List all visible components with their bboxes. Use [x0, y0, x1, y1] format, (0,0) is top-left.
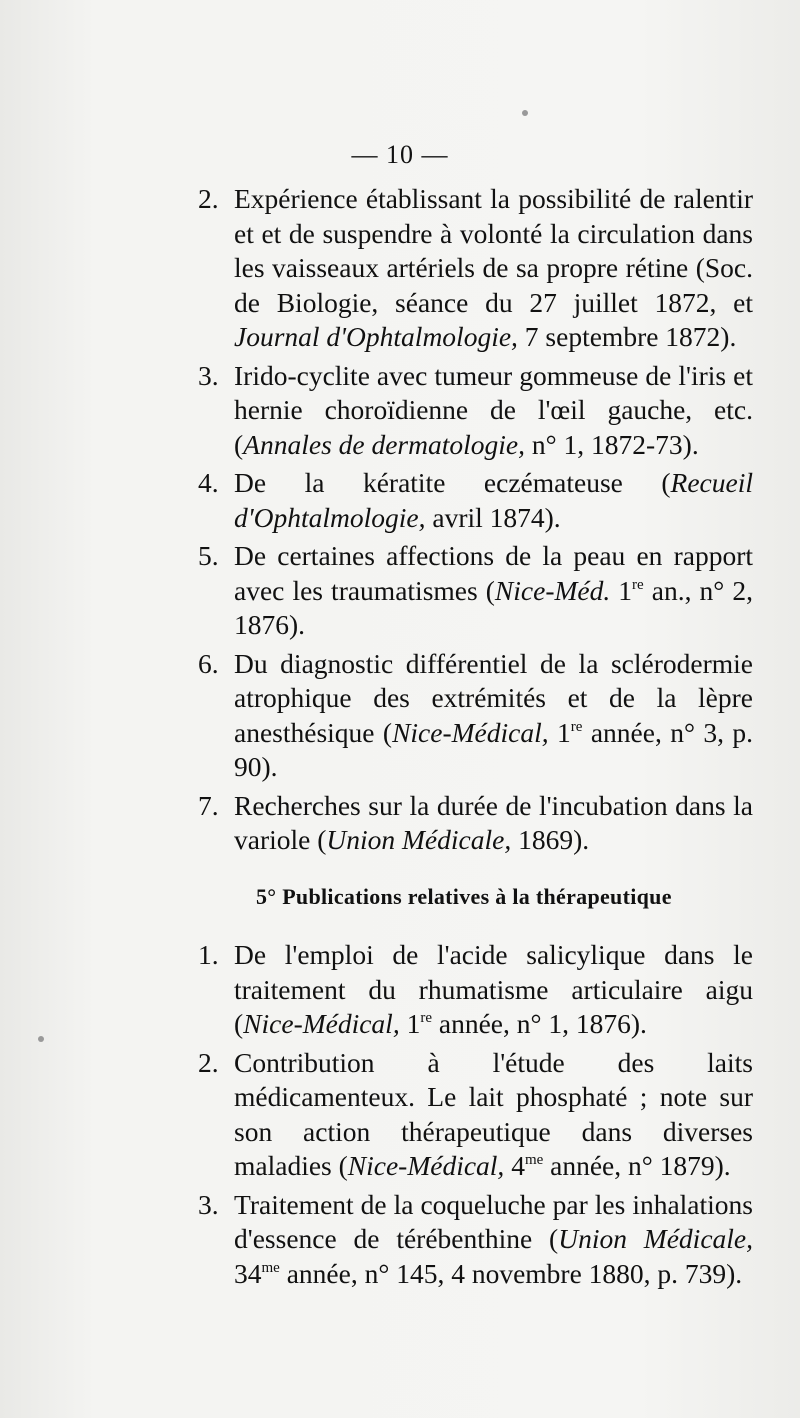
speck-mark: [522, 110, 528, 116]
entry-segment: Contribution à l'étude des laits médicamenteux. Le lait phosphaté ; note sur son action thérapeutique dans diverses maladies (: [234, 1046, 753, 1181]
entry-segment: avril 1874).: [425, 501, 561, 533]
entry-segment: n° 1, 1872-73).: [525, 428, 699, 460]
entry-text: [234, 647, 753, 785]
publication-entry: [198, 647, 753, 785]
entry-segment: 7 septembre 1872).: [517, 321, 737, 352]
entry-segment: De l'emploi de l'acide salicylique dans le traitement du rhumatisme articulaire aigu (: [234, 939, 753, 1039]
entry-text: [234, 789, 753, 858]
entry-segment: an., n° 2, 1876).: [234, 574, 753, 640]
entry-number: 4.: [198, 467, 219, 498]
page-number: — 10 —: [351, 140, 449, 169]
publication-entry: [198, 1046, 753, 1184]
publication-entry: [198, 938, 753, 1042]
entry-text: [234, 938, 753, 1042]
entry-number: 3.: [198, 359, 219, 391]
journal-title: Union Médicale,: [326, 824, 512, 855]
section-heading: 5° Publications relatives à la thérapeutique: [256, 883, 672, 909]
entry-segment: 1: [399, 1008, 421, 1039]
entry-number: 6.: [198, 647, 219, 679]
entry-text: [234, 539, 753, 643]
entry-segment: 4: [504, 1150, 525, 1181]
entry-number: 7.: [198, 789, 219, 821]
journal-title: Nice-Médical,: [243, 1008, 400, 1039]
entry-text: [234, 359, 753, 463]
entry-segment: 34: [234, 1257, 262, 1289]
entry-segment: année, n° 1, 1876).: [431, 1008, 647, 1039]
therapeutics-publication-list: [198, 938, 753, 1291]
superscript: re: [632, 576, 644, 593]
superscript: re: [570, 718, 583, 735]
journal-title: Journal d'Ophtalmologie,: [234, 321, 518, 352]
publication-list: [198, 182, 753, 858]
entry-number: 1.: [198, 939, 219, 970]
page-body: [198, 182, 753, 1295]
publication-entry: [198, 789, 753, 858]
journal-title: Nice-Méd.: [494, 574, 611, 606]
entry-segment: Du diagnostic différentiel de la sclérodermie atrophique des extrémités et de la lèpre anesthésique (: [234, 647, 753, 748]
entry-number: 3.: [198, 1188, 219, 1220]
superscript: re: [420, 1010, 432, 1026]
journal-title: Recueil d'Ophtalmologie,: [234, 467, 753, 533]
journal-title: Annales de dermatologie,: [243, 428, 525, 460]
entry-segment: 1869).: [511, 824, 590, 855]
publication-entry: [198, 1188, 753, 1292]
entry-segment: 1: [548, 716, 571, 748]
superscript: me: [524, 1152, 544, 1168]
entry-segment: De la kératite eczémateuse (: [234, 467, 671, 498]
entry-segment: Expérience établissant la possibilité de ralentir et et de suspendre à volonté la circulation dans les vaisseaux artériels de sa propre rétine (Soc. de Biologie, séance du 27 juillet 1872, et: [234, 183, 753, 318]
entry-number: 2.: [198, 183, 219, 214]
publication-entry: [198, 182, 753, 355]
publication-entry: [198, 539, 753, 643]
entry-segment: année, n° 1879).: [543, 1150, 731, 1181]
entry-segment: année, n° 3, p. 90).: [234, 716, 754, 782]
entry-segment: Irido-cyclite avec tumeur gommeuse de l'iris et hernie choroïdienne de l'œil gauche, etc. (: [234, 359, 753, 460]
entry-segment: De certaines affections de la peau en rapport avec les traumatismes (: [234, 540, 753, 606]
entry-segment: Recherches sur la durée de l'incubation dans la variole (: [234, 789, 753, 855]
journal-title: Union Médicale,: [558, 1223, 753, 1254]
entry-segment: année, n° 145, 4 novembre 1880, p. 739).: [279, 1257, 743, 1289]
entry-text: [234, 1188, 753, 1292]
publication-entry: [198, 359, 753, 463]
entry-number: 2.: [198, 1046, 219, 1078]
superscript: me: [261, 1259, 280, 1276]
publication-entry: [198, 466, 753, 535]
entry-segment: 1: [610, 574, 633, 606]
entry-segment: Traitement de la coqueluche par les inhalations d'essence de térébenthine (: [234, 1188, 753, 1254]
journal-title: Nice-Médical,: [347, 1150, 505, 1181]
entry-number: 5.: [198, 540, 219, 571]
entry-text: [234, 1046, 753, 1184]
journal-title: Nice-Médical,: [392, 716, 549, 748]
entry-text: [234, 182, 753, 355]
entry-text: [234, 466, 753, 535]
speck-mark: [38, 1036, 44, 1042]
